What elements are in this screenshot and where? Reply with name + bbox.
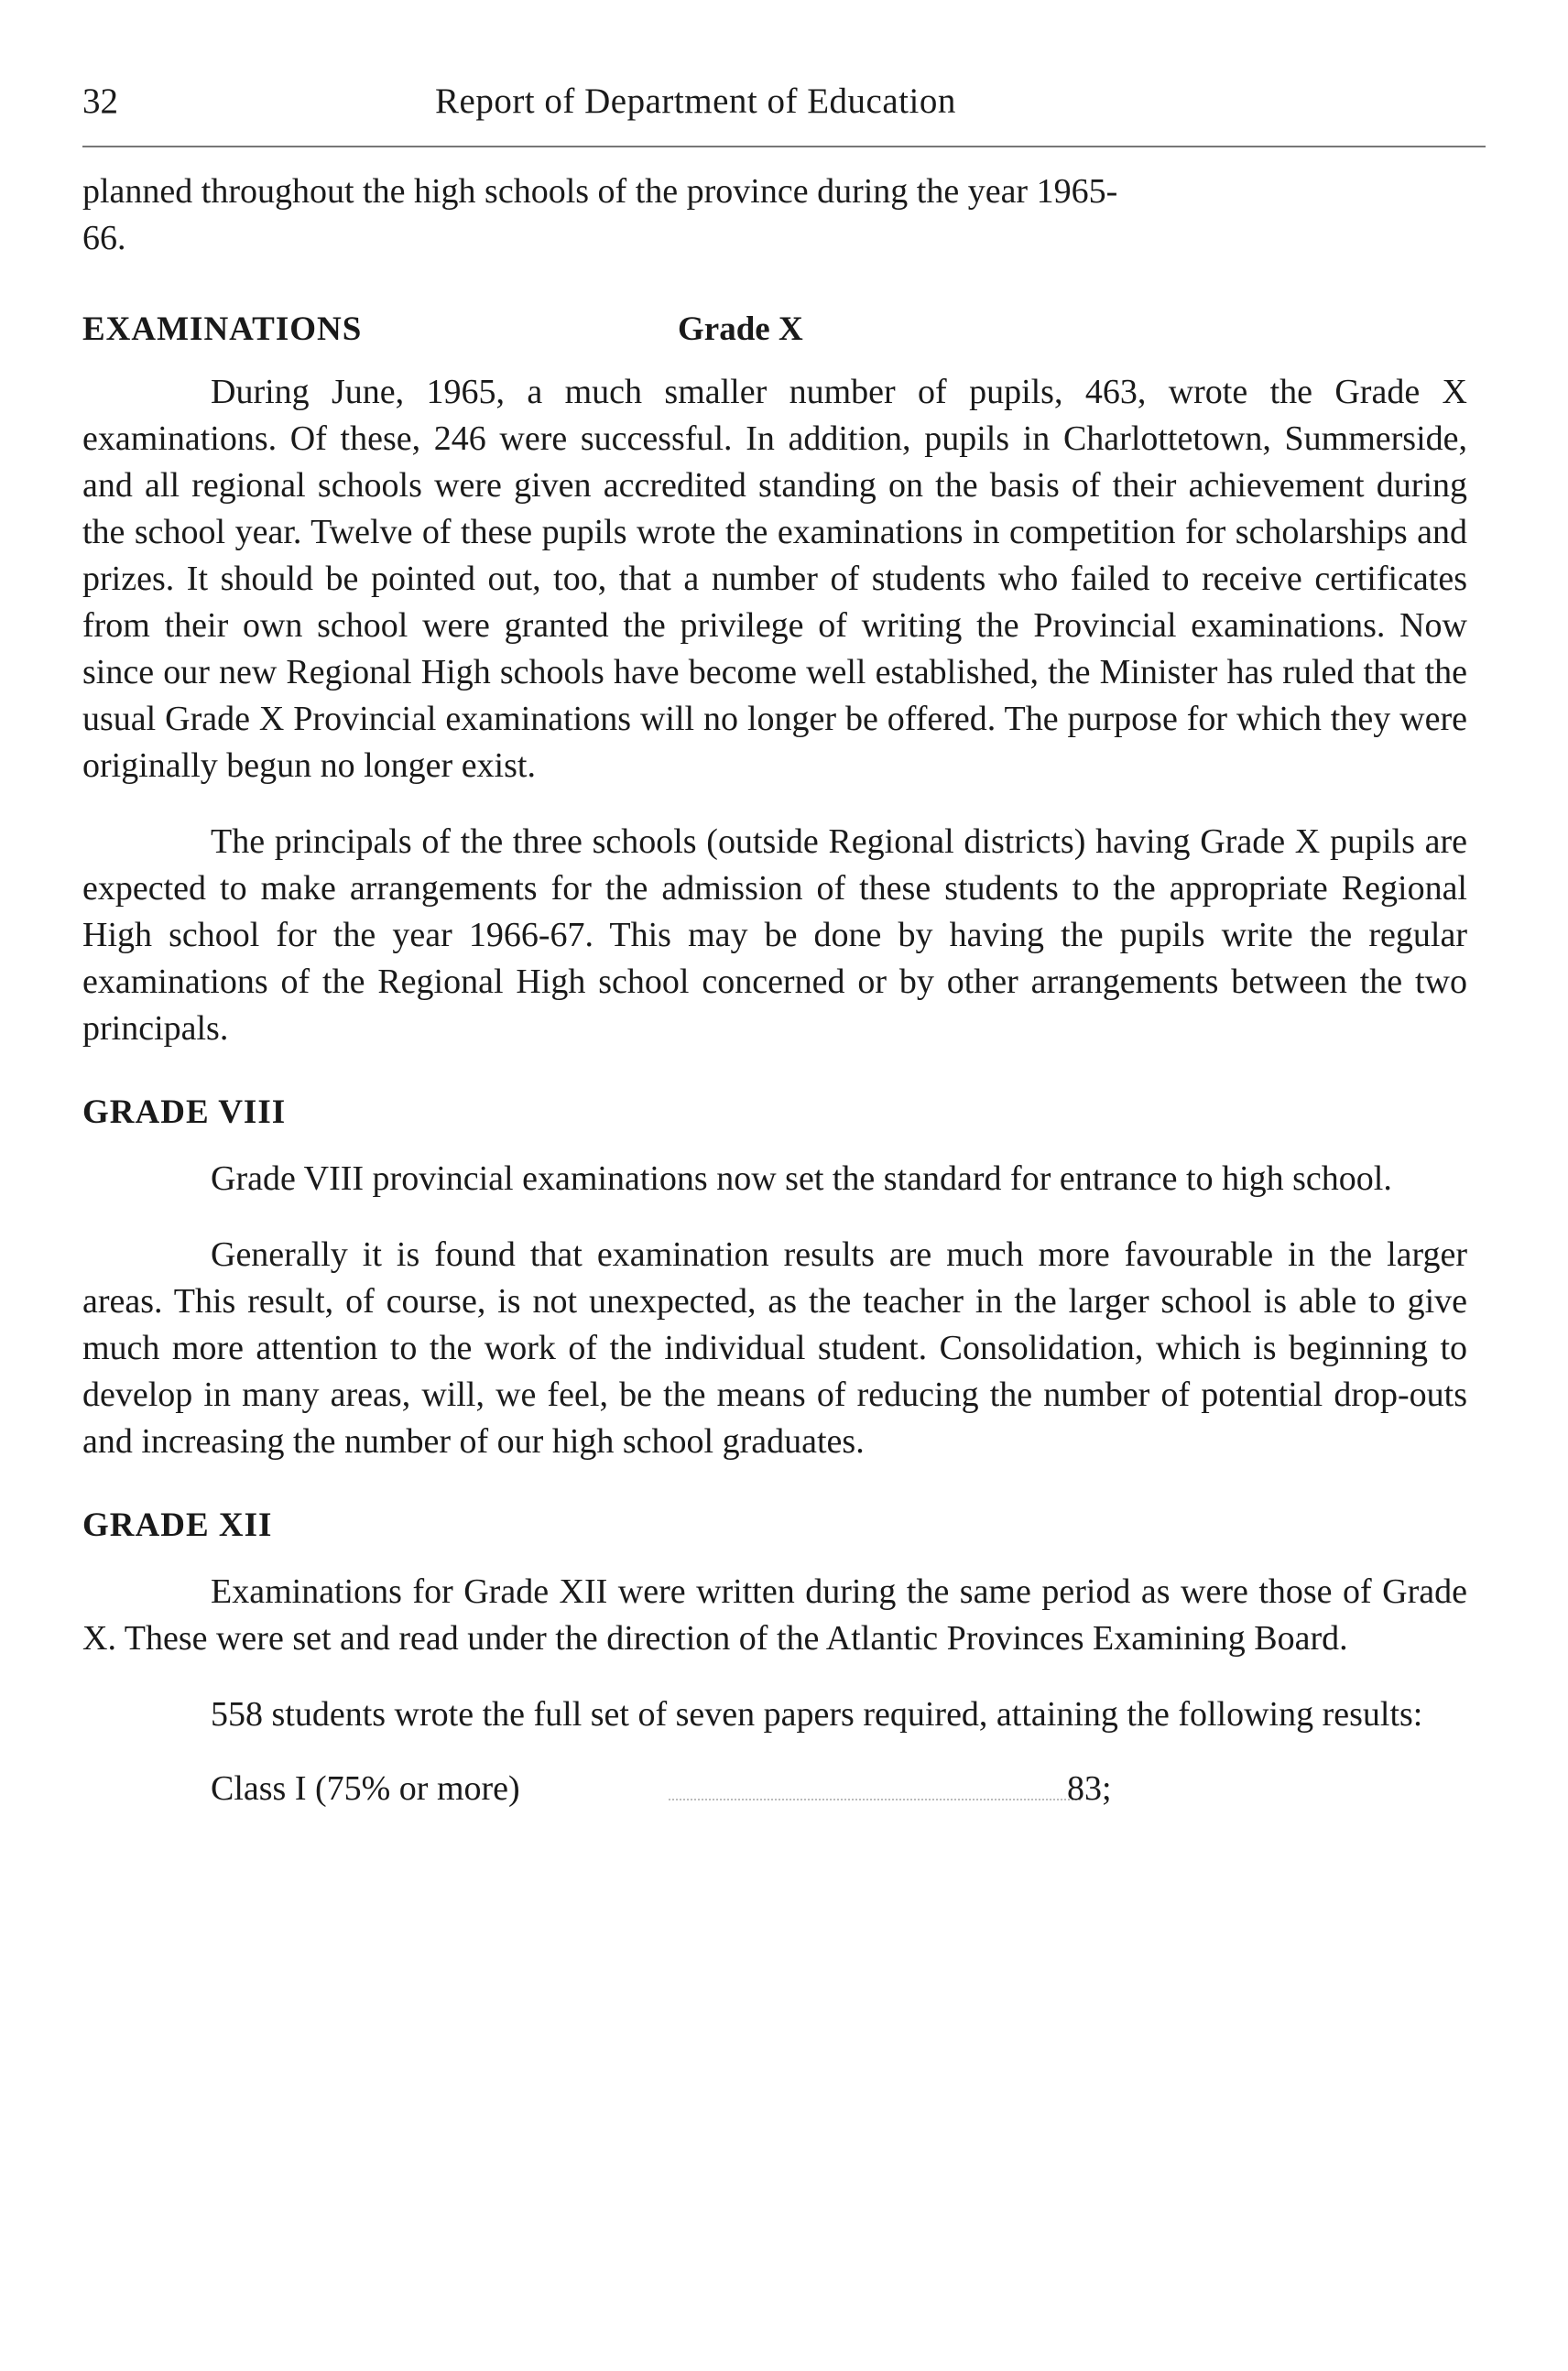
result-value: 83; <box>1067 1769 1112 1808</box>
examinations-heading-row <box>82 306 1467 353</box>
intro-line-2: 66. <box>82 219 126 257</box>
grade-x-paragraph-2: The principals of the three schools (outside Regional districts) having Grade X pupils are expected to make arrangements for the admission of these students to the appropriate Regional High school for the year 1966-67. This may be done by having the pupils write the regular examinations of the Regional High school concerned or by other arrangements between the two principals. <box>82 822 1467 1048</box>
grade-x-paragraph-1: During June, 1965, a much smaller number of pupils, 463, wrote the Grade X examinations. Of these, 246 were successful. In addition, pupils in Charlottetown, Summerside, and all regional schools were given accredited standing on the basis of their achievement during the school year. Twelve of these pupils wrote the examinations in competition for scholarships and prizes. It should be pointed out, too, that a number of students who failed to receive certificates from their own school were granted the privilege of writing the Provincial examinations. Now since our new Regional High schools have become well established, the Minister has ruled that the usual Grade X Provincial examinations will no longer be offered. The purpose for which they were originally begun no longer exist. <box>82 373 1467 785</box>
page-body <box>82 169 1467 1812</box>
page-number: 32 <box>82 82 118 121</box>
header-rule <box>82 146 1486 147</box>
grade-viii-paragraph-2: Generally it is found that examination results are much more favourable in the larger areas. This result, of course, is not unexpected, as the teacher in the larger school is able to give much more attention to the work of the individual student. Consolidation, which is beginning to develop in many areas, will, we feel, be the means of reducing the number of potential drop-outs and increasing the number of our high school graduates. <box>82 1235 1467 1461</box>
grade-viii-paragraph-1: Grade VIII provincial examinations now set the standard for entrance to high school. <box>211 1159 1392 1198</box>
page-header <box>82 81 1486 136</box>
grade-x-subheading: Grade X <box>678 310 803 348</box>
grade-xii-paragraph-1: Examinations for Grade XII were written during the same period as were those of Grade X. These were set and read under the direction of the Atlantic Provinces Examining Board. <box>82 1572 1467 1658</box>
intro-line-1: planned throughout the high schools of the province during the year 1965- <box>82 172 1118 211</box>
grade-xii-paragraph-2: 558 students wrote the full set of seven papers required, attaining the following results: <box>211 1695 1423 1734</box>
examinations-heading: EXAMINATIONS <box>82 310 363 348</box>
grade-xii-heading: GRADE XII <box>82 1506 273 1544</box>
result-label: Class I (75% or more) <box>211 1769 520 1808</box>
grade-viii-heading: GRADE VIII <box>82 1093 287 1131</box>
result-row-class-1 <box>82 1766 1467 1812</box>
dot-leader <box>669 1799 1081 1800</box>
running-title: Report of Department of Education <box>435 82 956 121</box>
